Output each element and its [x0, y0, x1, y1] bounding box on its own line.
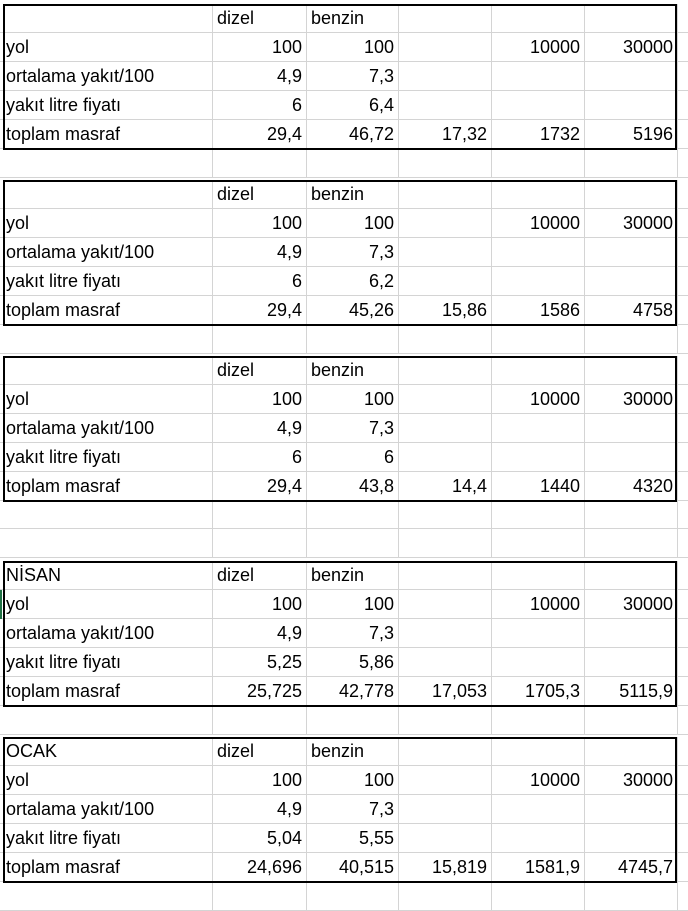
- value-30000-cell[interactable]: 5196: [585, 120, 678, 149]
- empty-cell[interactable]: [213, 500, 307, 529]
- empty-cell[interactable]: [307, 882, 399, 911]
- empty-cell[interactable]: [213, 529, 307, 558]
- empty-cell[interactable]: [213, 149, 307, 178]
- empty-cell[interactable]: [492, 529, 585, 558]
- table-row: [0, 209, 688, 238]
- empty-cell[interactable]: [678, 296, 688, 325]
- empty-cell[interactable]: [0, 500, 213, 529]
- benzin-value-cell[interactable]: 100: [307, 766, 399, 795]
- table-header-row: [0, 180, 688, 209]
- column-header-benzin[interactable]: benzin: [307, 561, 399, 590]
- empty-cell[interactable]: [307, 529, 399, 558]
- empty-cell[interactable]: [399, 706, 492, 735]
- benzin-value-cell[interactable]: 43,8: [307, 472, 399, 501]
- value-10000-cell[interactable]: 1440: [492, 472, 585, 501]
- empty-cell[interactable]: [399, 149, 492, 178]
- benzin-value-cell[interactable]: 7,3: [307, 62, 399, 91]
- difference-cell[interactable]: [399, 62, 492, 91]
- row-label-cell[interactable]: yol: [0, 33, 213, 62]
- table-row: [0, 590, 688, 619]
- row-label-cell[interactable]: yol: [0, 385, 213, 414]
- difference-cell[interactable]: [399, 443, 492, 472]
- table-row: [0, 443, 688, 472]
- empty-cell[interactable]: [399, 325, 492, 354]
- empty-row: [0, 149, 688, 178]
- table-header-row: [0, 4, 688, 33]
- table-row: [0, 677, 688, 706]
- empty-row: [0, 529, 688, 558]
- difference-cell[interactable]: [399, 619, 492, 648]
- value-30000-cell[interactable]: 30000: [585, 385, 678, 414]
- table-row: [0, 238, 688, 267]
- empty-cell[interactable]: [678, 325, 688, 354]
- value-10000-cell[interactable]: [492, 91, 585, 120]
- benzin-value-cell[interactable]: 42,778: [307, 677, 399, 706]
- empty-cell[interactable]: [307, 325, 399, 354]
- value-10000-cell[interactable]: [492, 414, 585, 443]
- empty-cell[interactable]: [678, 529, 688, 558]
- value-30000-cell[interactable]: 30000: [585, 33, 678, 62]
- dizel-value-cell[interactable]: 29,4: [213, 472, 307, 501]
- row-label-cell[interactable]: ortalama yakıt/100: [0, 619, 213, 648]
- table-row: [0, 62, 688, 91]
- empty-row: [0, 325, 688, 354]
- value-30000-cell[interactable]: 30000: [585, 590, 678, 619]
- row-label-cell[interactable]: yakıt litre fiyatı: [0, 824, 213, 853]
- difference-cell[interactable]: 15,86: [399, 296, 492, 325]
- difference-cell[interactable]: [399, 824, 492, 853]
- row-label-cell[interactable]: toplam masraf: [0, 472, 213, 501]
- difference-cell[interactable]: [399, 33, 492, 62]
- empty-cell[interactable]: [585, 500, 678, 529]
- value-10000-cell[interactable]: [492, 824, 585, 853]
- empty-cell[interactable]: [399, 529, 492, 558]
- empty-cell[interactable]: [678, 62, 688, 91]
- benzin-value-cell[interactable]: 46,72: [307, 120, 399, 149]
- empty-cell[interactable]: [678, 91, 688, 120]
- row-label-cell[interactable]: yakıt litre fiyatı: [0, 91, 213, 120]
- empty-cell[interactable]: [585, 356, 678, 385]
- value-10000-cell[interactable]: 1581,9: [492, 853, 585, 882]
- empty-cell[interactable]: [585, 561, 678, 590]
- table-row: [0, 795, 688, 824]
- column-header-benzin[interactable]: benzin: [307, 4, 399, 33]
- empty-cell[interactable]: [0, 149, 213, 178]
- benzin-value-cell[interactable]: 7,3: [307, 795, 399, 824]
- table-title-cell[interactable]: OCAK: [0, 737, 213, 766]
- dizel-value-cell[interactable]: 29,4: [213, 296, 307, 325]
- row-label-cell[interactable]: ortalama yakıt/100: [0, 238, 213, 267]
- dizel-value-cell[interactable]: 5,25: [213, 648, 307, 677]
- benzin-value-cell[interactable]: 7,3: [307, 619, 399, 648]
- empty-cell[interactable]: [678, 385, 688, 414]
- value-30000-cell[interactable]: 5115,9: [585, 677, 678, 706]
- row-label-cell[interactable]: yakıt litre fiyatı: [0, 267, 213, 296]
- value-10000-cell[interactable]: 1705,3: [492, 677, 585, 706]
- table-title-cell[interactable]: [0, 356, 213, 385]
- column-header-dizel[interactable]: dizel: [213, 4, 307, 33]
- table-row: [0, 414, 688, 443]
- value-30000-cell[interactable]: 30000: [585, 209, 678, 238]
- empty-cell[interactable]: [0, 529, 213, 558]
- empty-cell[interactable]: [678, 766, 688, 795]
- value-10000-cell[interactable]: [492, 795, 585, 824]
- table-row: [0, 385, 688, 414]
- empty-row: [0, 706, 688, 735]
- difference-cell[interactable]: [399, 414, 492, 443]
- value-10000-cell[interactable]: 1586: [492, 296, 585, 325]
- empty-cell[interactable]: [213, 706, 307, 735]
- column-header-dizel[interactable]: dizel: [213, 561, 307, 590]
- dizel-value-cell[interactable]: 6: [213, 443, 307, 472]
- table-header-row: [0, 356, 688, 385]
- empty-cell[interactable]: [678, 561, 688, 590]
- value-30000-cell[interactable]: [585, 414, 678, 443]
- empty-cell[interactable]: [678, 500, 688, 529]
- difference-cell[interactable]: 14,4: [399, 472, 492, 501]
- benzin-value-cell[interactable]: 5,86: [307, 648, 399, 677]
- empty-cell[interactable]: [678, 209, 688, 238]
- table-row: [0, 472, 688, 501]
- dizel-value-cell[interactable]: 5,04: [213, 824, 307, 853]
- value-30000-cell[interactable]: [585, 648, 678, 677]
- dizel-value-cell[interactable]: 4,9: [213, 62, 307, 91]
- benzin-value-cell[interactable]: 100: [307, 385, 399, 414]
- empty-cell[interactable]: [585, 706, 678, 735]
- value-30000-cell[interactable]: [585, 238, 678, 267]
- table-row: [0, 91, 688, 120]
- empty-cell[interactable]: [678, 795, 688, 824]
- empty-cell[interactable]: [307, 500, 399, 529]
- value-30000-cell[interactable]: [585, 62, 678, 91]
- empty-cell[interactable]: [678, 737, 688, 766]
- column-header-benzin[interactable]: benzin: [307, 356, 399, 385]
- empty-cell[interactable]: [213, 325, 307, 354]
- empty-cell[interactable]: [492, 561, 585, 590]
- column-header-dizel[interactable]: dizel: [213, 737, 307, 766]
- difference-cell[interactable]: [399, 238, 492, 267]
- empty-cell[interactable]: [585, 529, 678, 558]
- difference-cell[interactable]: [399, 795, 492, 824]
- empty-cell[interactable]: [678, 267, 688, 296]
- value-10000-cell[interactable]: [492, 619, 585, 648]
- value-30000-cell[interactable]: [585, 795, 678, 824]
- empty-cell[interactable]: [678, 706, 688, 735]
- value-30000-cell[interactable]: 4320: [585, 472, 678, 501]
- dizel-value-cell[interactable]: 6: [213, 91, 307, 120]
- row-label-cell[interactable]: toplam masraf: [0, 677, 213, 706]
- difference-cell[interactable]: [399, 91, 492, 120]
- difference-cell[interactable]: [399, 648, 492, 677]
- difference-cell[interactable]: 17,053: [399, 677, 492, 706]
- empty-cell[interactable]: [678, 677, 688, 706]
- empty-cell[interactable]: [678, 356, 688, 385]
- row-label-cell[interactable]: toplam masraf: [0, 296, 213, 325]
- value-30000-cell[interactable]: [585, 267, 678, 296]
- empty-cell[interactable]: [213, 882, 307, 911]
- row-label-cell[interactable]: yakıt litre fiyatı: [0, 443, 213, 472]
- empty-cell[interactable]: [585, 4, 678, 33]
- value-10000-cell[interactable]: 10000: [492, 385, 585, 414]
- empty-cell[interactable]: [678, 619, 688, 648]
- table-row: [0, 648, 688, 677]
- empty-cell[interactable]: [0, 325, 213, 354]
- empty-cell[interactable]: [399, 882, 492, 911]
- benzin-value-cell[interactable]: 5,55: [307, 824, 399, 853]
- table-header-row: [0, 561, 688, 590]
- difference-cell[interactable]: [399, 209, 492, 238]
- value-10000-cell[interactable]: [492, 443, 585, 472]
- dizel-value-cell[interactable]: 4,9: [213, 238, 307, 267]
- benzin-value-cell[interactable]: 45,26: [307, 296, 399, 325]
- value-30000-cell[interactable]: [585, 619, 678, 648]
- empty-cell[interactable]: [678, 472, 688, 501]
- value-30000-cell[interactable]: 30000: [585, 766, 678, 795]
- difference-cell[interactable]: [399, 267, 492, 296]
- value-10000-cell[interactable]: [492, 648, 585, 677]
- dizel-value-cell[interactable]: 100: [213, 590, 307, 619]
- table-row: [0, 824, 688, 853]
- table-row: [0, 267, 688, 296]
- table-header-row: [0, 737, 688, 766]
- empty-cell[interactable]: [678, 853, 688, 882]
- column-header-benzin[interactable]: benzin: [307, 737, 399, 766]
- value-10000-cell[interactable]: [492, 62, 585, 91]
- row-label-cell[interactable]: yol: [0, 590, 213, 619]
- empty-cell[interactable]: [492, 356, 585, 385]
- dizel-value-cell[interactable]: 100: [213, 766, 307, 795]
- benzin-value-cell[interactable]: 100: [307, 590, 399, 619]
- empty-cell[interactable]: [399, 500, 492, 529]
- dizel-value-cell[interactable]: 29,4: [213, 120, 307, 149]
- empty-cell[interactable]: [307, 706, 399, 735]
- active-cell-indicator: [0, 590, 2, 619]
- value-30000-cell[interactable]: 4745,7: [585, 853, 678, 882]
- empty-cell[interactable]: [399, 180, 492, 209]
- empty-cell[interactable]: [585, 737, 678, 766]
- empty-cell[interactable]: [492, 4, 585, 33]
- table-title-cell[interactable]: [0, 4, 213, 33]
- empty-cell[interactable]: [678, 590, 688, 619]
- empty-cell[interactable]: [678, 180, 688, 209]
- benzin-value-cell[interactable]: 6,2: [307, 267, 399, 296]
- empty-cell[interactable]: [492, 325, 585, 354]
- table-row: [0, 120, 688, 149]
- empty-cell[interactable]: [585, 149, 678, 178]
- row-label-cell[interactable]: ortalama yakıt/100: [0, 795, 213, 824]
- dizel-value-cell[interactable]: 4,9: [213, 795, 307, 824]
- benzin-value-cell[interactable]: 6,4: [307, 91, 399, 120]
- table-title-cell[interactable]: [0, 180, 213, 209]
- empty-cell[interactable]: [678, 4, 688, 33]
- empty-row: [0, 500, 688, 529]
- empty-cell[interactable]: [678, 414, 688, 443]
- empty-cell[interactable]: [492, 737, 585, 766]
- row-label-cell[interactable]: yol: [0, 209, 213, 238]
- empty-cell[interactable]: [585, 180, 678, 209]
- empty-cell[interactable]: [0, 706, 213, 735]
- difference-cell[interactable]: [399, 385, 492, 414]
- value-30000-cell[interactable]: [585, 91, 678, 120]
- empty-cell[interactable]: [678, 120, 688, 149]
- empty-cell[interactable]: [678, 824, 688, 853]
- empty-cell[interactable]: [492, 500, 585, 529]
- value-10000-cell[interactable]: 10000: [492, 33, 585, 62]
- empty-cell[interactable]: [492, 180, 585, 209]
- dizel-value-cell[interactable]: 6: [213, 267, 307, 296]
- value-10000-cell[interactable]: [492, 238, 585, 267]
- row-label-cell[interactable]: yakıt litre fiyatı: [0, 648, 213, 677]
- empty-cell[interactable]: [492, 882, 585, 911]
- benzin-value-cell[interactable]: 100: [307, 209, 399, 238]
- table-row: [0, 853, 688, 882]
- value-10000-cell[interactable]: 10000: [492, 590, 585, 619]
- benzin-value-cell[interactable]: 7,3: [307, 414, 399, 443]
- dizel-value-cell[interactable]: 100: [213, 209, 307, 238]
- benzin-value-cell[interactable]: 7,3: [307, 238, 399, 267]
- empty-cell[interactable]: [399, 737, 492, 766]
- benzin-value-cell[interactable]: 40,515: [307, 853, 399, 882]
- empty-cell[interactable]: [492, 149, 585, 178]
- value-10000-cell[interactable]: 10000: [492, 766, 585, 795]
- table-row: [0, 766, 688, 795]
- dizel-value-cell[interactable]: 25,725: [213, 677, 307, 706]
- table-row: [0, 619, 688, 648]
- column-header-benzin[interactable]: benzin: [307, 180, 399, 209]
- empty-cell[interactable]: [585, 882, 678, 911]
- difference-cell[interactable]: [399, 590, 492, 619]
- value-30000-cell[interactable]: [585, 824, 678, 853]
- value-10000-cell[interactable]: 10000: [492, 209, 585, 238]
- difference-cell[interactable]: 15,819: [399, 853, 492, 882]
- row-label-cell[interactable]: ortalama yakıt/100: [0, 414, 213, 443]
- row-label-cell[interactable]: toplam masraf: [0, 853, 213, 882]
- value-30000-cell[interactable]: [585, 443, 678, 472]
- empty-cell[interactable]: [307, 149, 399, 178]
- row-label-cell[interactable]: yol: [0, 766, 213, 795]
- value-10000-cell[interactable]: [492, 267, 585, 296]
- dizel-value-cell[interactable]: 24,696: [213, 853, 307, 882]
- empty-cell[interactable]: [585, 325, 678, 354]
- empty-cell[interactable]: [678, 33, 688, 62]
- table-row: [0, 296, 688, 325]
- empty-cell[interactable]: [399, 561, 492, 590]
- table-title-cell[interactable]: NİSAN: [0, 561, 213, 590]
- column-header-dizel[interactable]: dizel: [213, 180, 307, 209]
- empty-row: [0, 882, 688, 911]
- empty-cell[interactable]: [492, 706, 585, 735]
- difference-cell[interactable]: 17,32: [399, 120, 492, 149]
- empty-cell[interactable]: [0, 882, 213, 911]
- empty-cell[interactable]: [678, 882, 688, 911]
- row-label-cell[interactable]: ortalama yakıt/100: [0, 62, 213, 91]
- table-row: [0, 33, 688, 62]
- column-header-dizel[interactable]: dizel: [213, 356, 307, 385]
- difference-cell[interactable]: [399, 766, 492, 795]
- empty-cell[interactable]: [678, 149, 688, 178]
- value-30000-cell[interactable]: 4758: [585, 296, 678, 325]
- benzin-value-cell[interactable]: 6: [307, 443, 399, 472]
- empty-cell[interactable]: [678, 238, 688, 267]
- benzin-value-cell[interactable]: 100: [307, 33, 399, 62]
- dizel-value-cell[interactable]: 100: [213, 33, 307, 62]
- dizel-value-cell[interactable]: 4,9: [213, 414, 307, 443]
- dizel-value-cell[interactable]: 4,9: [213, 619, 307, 648]
- value-10000-cell[interactable]: 1732: [492, 120, 585, 149]
- empty-cell[interactable]: [399, 356, 492, 385]
- empty-cell[interactable]: [399, 4, 492, 33]
- dizel-value-cell[interactable]: 100: [213, 385, 307, 414]
- empty-cell[interactable]: [678, 443, 688, 472]
- empty-cell[interactable]: [678, 648, 688, 677]
- row-label-cell[interactable]: toplam masraf: [0, 120, 213, 149]
